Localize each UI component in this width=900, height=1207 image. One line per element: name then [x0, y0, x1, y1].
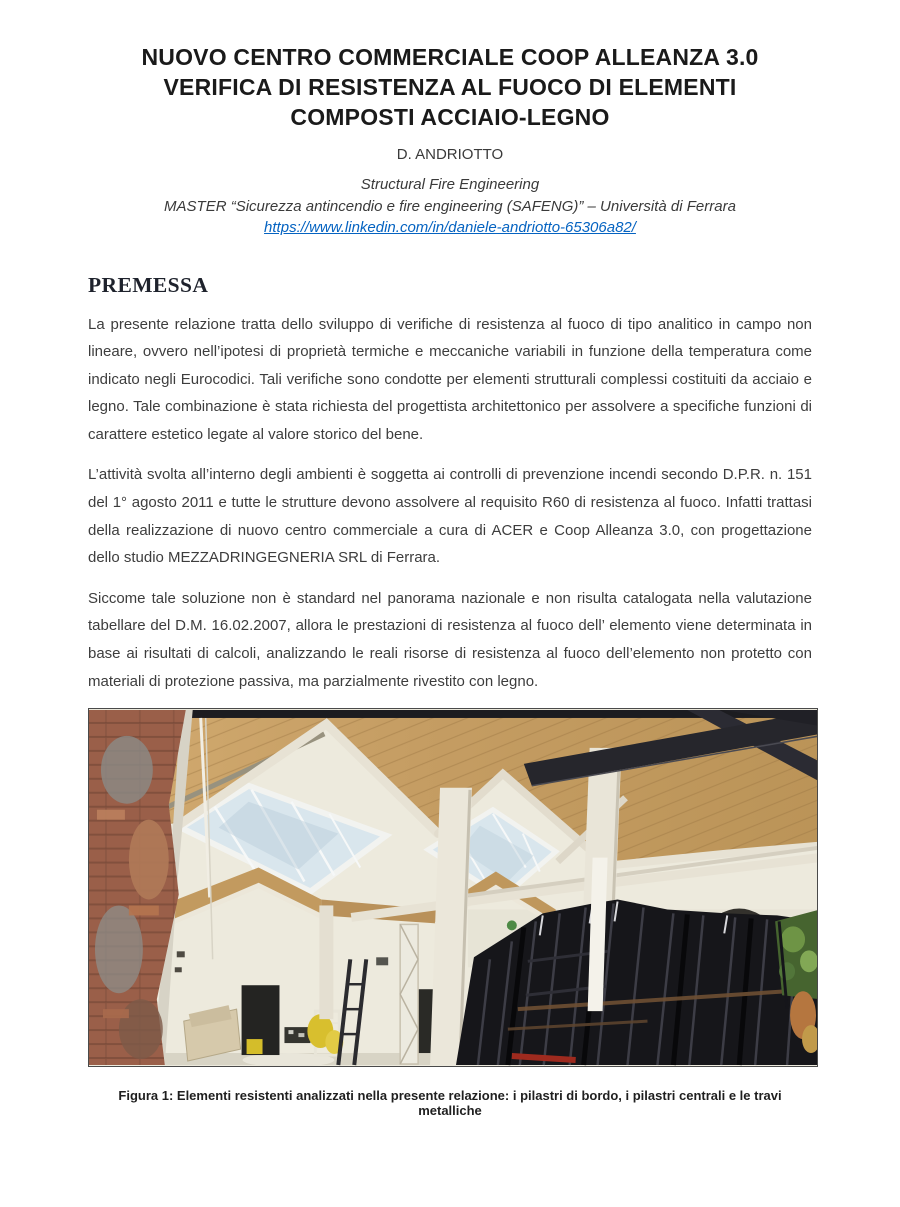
affiliation-line-2: MASTER “Sicurezza antincendio e fire engineering (SAFENG)” – Università di Ferrara: [164, 197, 736, 215]
affiliation-block: [88, 174, 812, 217]
figure-1: [88, 708, 812, 1067]
linkedin-link-line: [88, 217, 812, 239]
affiliation-line-1: Structural Fire Engineering: [360, 176, 540, 193]
section-heading-premessa: PREMESSA: [88, 272, 209, 297]
construction-photo: [88, 708, 818, 1067]
title-line-1: NUOVO CENTRO COMMERCIALE COOP ALLEANZA 3.0: [141, 44, 759, 70]
author-name: D. ANDRIOTTO: [396, 146, 504, 163]
paragraph-2: L’attività svolta all’interno degli ambienti è soggetta ai controlli di prevenzione incendi secondo D.P.R. n. 151 del 1° agosto 2011 e tutte le strutture devono assolvere al requisito R60 di resistenza al fuoco. Infatti trattasi della realizzazione di nuovo centro commerciale a cura di ACER e Coop Alleanza 3.0, con progettazione dello studio MEZZADRINGEGNERIA SRL di Ferrara.: [88, 466, 812, 567]
document-title: [88, 42, 812, 132]
title-line-2: VERIFICA DI RESISTENZA AL FUOCO DI ELEMENTI: [163, 74, 737, 100]
title-line-3: COMPOSTI ACCIAIO-LEGNO: [290, 104, 610, 130]
paragraph-3: Siccome tale soluzione non è standard nel panorama nazionale e non risulta catalogata nella valutazione tabellare del D.M. 16.02.2007, allora le prestazioni di resistenza al fuoco dell’ elemento viene determinata in base ai risultati di calcoli, analizzando le reali risorse di resistenza al fuoco dell’elemento non protetto con materiali di protezione passiva, ma parzialmente rivestito con legno.: [88, 589, 812, 690]
paragraph-1: La presente relazione tratta dello sviluppo di verifiche di resistenza al fuoco di tipo analitico in campo non lineare, ovvero nell’ipotesi di proprietà termiche e meccaniche variabili in funzione della temperatura come indicato negli Eurocodici. Tali verifiche sono condotte per elementi strutturali complessi costituiti da acciaio e legno. Tale combinazione è stata richiesta del progettista architettonico per assolvere a specifiche funzioni di carattere estetico legate al valore storico del bene.: [88, 315, 812, 443]
linkedin-link[interactable]: https://www.linkedin.com/in/daniele-andriotto-65306a82/: [264, 219, 636, 236]
figure-caption: Figura 1: Elementi resistenti analizzati nella presente relazione: i pilastri di bordo, i pilastri centrali e le travi metalliche: [118, 1088, 782, 1119]
